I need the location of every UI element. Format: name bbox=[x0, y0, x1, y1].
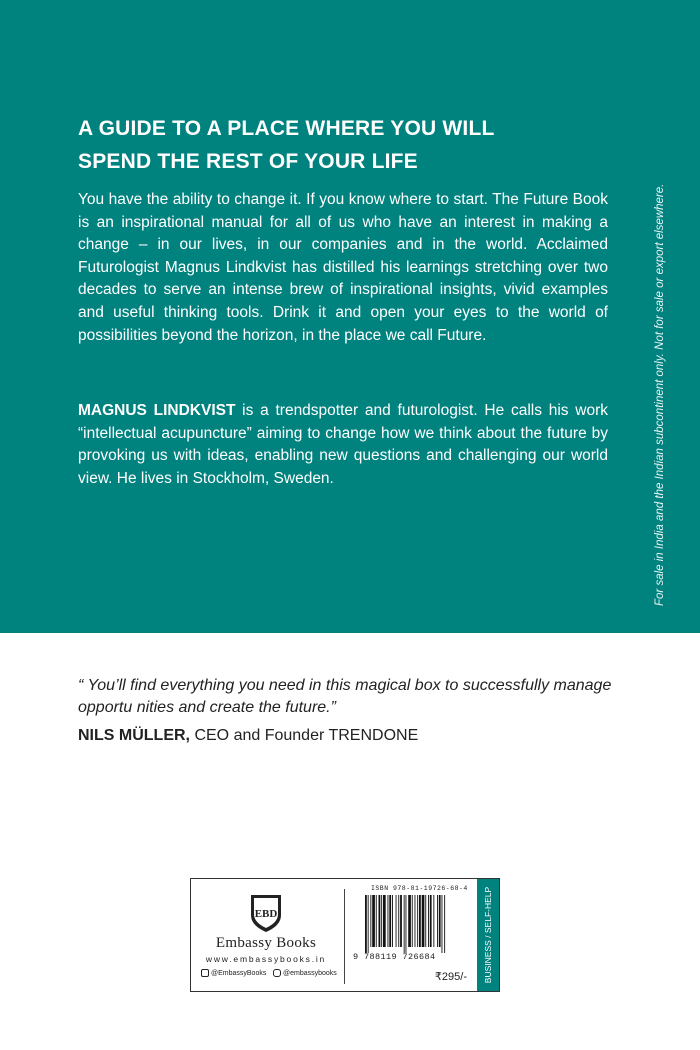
barcode-bar bbox=[376, 895, 377, 947]
publisher-barcode-box bbox=[190, 878, 500, 992]
barcode-bar bbox=[365, 895, 367, 953]
barcode-bar bbox=[442, 895, 443, 953]
instagram-text: @embassybooks bbox=[283, 969, 337, 977]
barcode-bar bbox=[419, 895, 421, 947]
category-label: BUSINESS / SELF-HELP bbox=[483, 886, 493, 984]
barcode-bar bbox=[408, 895, 411, 947]
barcode-bar bbox=[415, 895, 416, 947]
instagram-handle bbox=[273, 969, 337, 977]
barcode-bar bbox=[370, 895, 371, 947]
author-bio-text: is a trendspotter and futurologist. He calls his work “intellectual acupuncture” aiming to change how we think about the future by provoking us with ideas, enabling new questions and challenging our world view. He lives in Stockholm, Sweden. bbox=[78, 402, 608, 487]
heading-line-1: A GUIDE TO A PLACE WHERE YOU WILL bbox=[78, 117, 495, 140]
facebook-handle bbox=[201, 969, 266, 977]
cover-heading bbox=[78, 112, 618, 178]
barcode-bar bbox=[383, 895, 386, 947]
quote-author-title: CEO and Founder TRENDONE bbox=[190, 727, 419, 744]
barcode-number: 9 788119 726684 bbox=[353, 952, 436, 962]
quote-author: NILS MÜLLER, bbox=[78, 727, 190, 744]
barcode-bar bbox=[444, 895, 445, 953]
publisher-url: www.embassybooks.in bbox=[205, 954, 327, 964]
barcode-bar bbox=[368, 895, 369, 953]
isbn-label: ISBN 978-81-19726-68-4 bbox=[371, 885, 468, 892]
sale-notice: For sale in India and the Indian subcontinent only. Not for sale or export elsewhere. bbox=[654, 183, 666, 606]
barcode-bar bbox=[417, 895, 418, 947]
box-divider bbox=[344, 889, 345, 984]
barcode-bar bbox=[398, 895, 399, 947]
barcode-bar bbox=[379, 895, 381, 947]
barcode-bar bbox=[381, 895, 382, 947]
barcode-bar bbox=[372, 895, 375, 947]
barcode-bar bbox=[404, 895, 405, 953]
price-label: ₹295/- bbox=[434, 971, 467, 983]
logo-initials: EBD bbox=[254, 908, 278, 920]
book-blurb: You have the ability to change it. If you know where to start. The Future Book is an inspirational manual for all of us who have an interest in making a change – in our lives, in our companies and in the world. Acclaimed Futurologist Magnus Lindkvist has distilled his learnings stretching over two decades to serve an intense brew of inspirational insights, vivid examples and useful thinking tools. Drink it and open your eyes to the world of possibilities beyond the horizon, in the place we call Future. bbox=[78, 191, 608, 344]
barcode-bar bbox=[406, 895, 407, 953]
publisher-name: Embassy Books bbox=[215, 935, 317, 951]
barcode-bar bbox=[412, 895, 413, 947]
barcode-bar bbox=[422, 895, 425, 947]
category-strip bbox=[477, 879, 499, 991]
facebook-text: @EmbassyBooks bbox=[211, 969, 267, 977]
barcode-area bbox=[351, 885, 475, 989]
author-bio bbox=[78, 400, 608, 490]
barcode-bar bbox=[430, 895, 432, 947]
instagram-icon bbox=[273, 969, 281, 977]
barcode-bar bbox=[433, 895, 434, 947]
facebook-icon bbox=[201, 969, 209, 977]
barcode-bar bbox=[400, 895, 402, 947]
publisher-logo-area bbox=[191, 879, 341, 991]
heading-line-2: SPEND THE REST OF YOUR LIFE bbox=[78, 150, 418, 173]
endorsement-quote: “ You’ll find everything you need in this magical box to successfully manage opportu nities and create the future.” bbox=[78, 677, 612, 716]
barcode-icon bbox=[365, 895, 465, 953]
barcode-bar bbox=[428, 895, 429, 947]
publisher-shield-logo bbox=[249, 893, 283, 933]
barcode-bar bbox=[439, 895, 441, 947]
barcode-bar bbox=[425, 895, 426, 947]
barcode-bar bbox=[396, 895, 397, 947]
barcode-bar bbox=[392, 895, 393, 947]
barcode-bar bbox=[389, 895, 391, 947]
barcode-bar bbox=[437, 895, 438, 947]
quote-attribution bbox=[78, 725, 628, 746]
author-name: MAGNUS LINDKVIST bbox=[78, 402, 236, 419]
barcode-bar bbox=[388, 895, 389, 947]
